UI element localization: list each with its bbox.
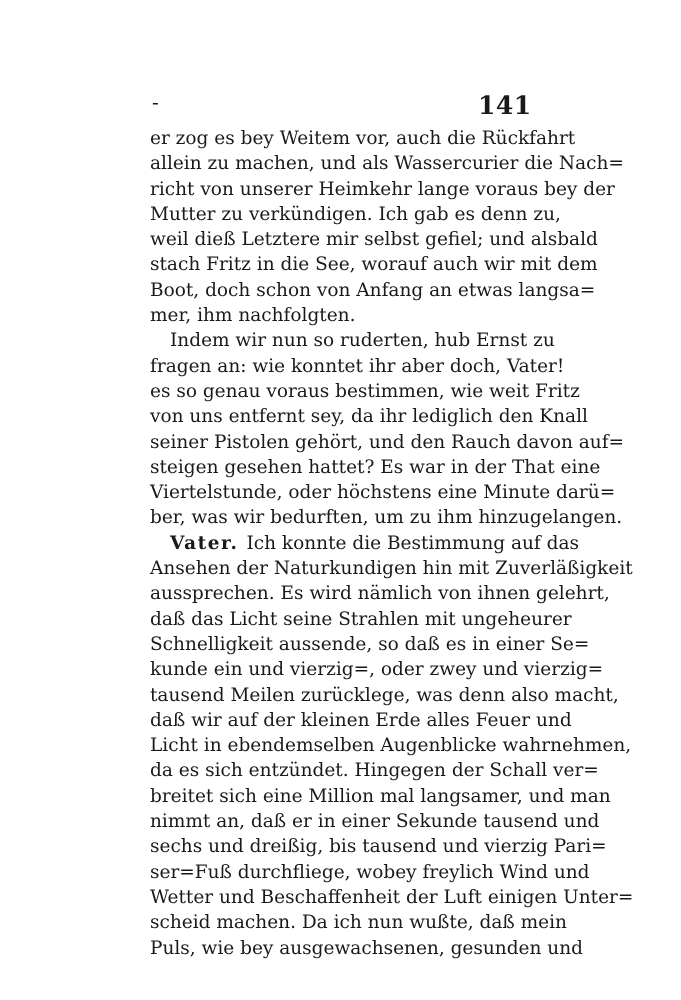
- text-line: steigen gesehen hattet? Es war in der That eine: [150, 456, 601, 478]
- text-line: aussprechen. Es wird nämlich von ihnen gelehrt,: [150, 583, 610, 605]
- text-line: da es sich entzündet. Hingegen der Schall ver=: [150, 760, 599, 782]
- text-line: richt von unserer Heimkehr lange voraus bey der: [150, 178, 615, 200]
- text-line: Puls, wie bey ausgewachsenen, gesunden und: [150, 937, 583, 959]
- speaker-label: Vater.: [170, 532, 239, 554]
- text-line: ser=Fuß durchfliege, wobey freylich Wind und: [150, 861, 590, 883]
- text-line: Licht in ebendemselben Augenblicke wahrnehmen,: [150, 735, 632, 757]
- text-line: Wetter und Beschaffenheit der Luft einigen Unter=: [150, 886, 634, 908]
- paragraph-first-line: Indem wir nun so ruderten, hub Ernst zu: [170, 330, 555, 352]
- text-line: Schnelligkeit aussende, so daß es in einer Se=: [150, 633, 590, 655]
- speaker-line-text: Ich konnte die Bestimmung auf das: [246, 532, 580, 554]
- text-line: kunde ein und vierzig=, oder zwey und vierzig=: [150, 659, 604, 681]
- text-line: daß das Licht seine Strahlen mit ungeheurer: [150, 608, 572, 630]
- text-line: nimmt an, daß er in einer Sekunde tausend und: [150, 811, 600, 833]
- body-text: [150, 126, 634, 961]
- text-line: Viertelstunde, oder höchstens eine Minute darü=: [150, 482, 616, 504]
- text-line: fragen an: wie konntet ihr aber doch, Vater!: [150, 355, 565, 377]
- running-head-mark: -: [152, 90, 159, 114]
- text-line: ber, was wir bedurften, um zu ihm hinzugelangen.: [150, 507, 623, 529]
- text-line: breitet sich eine Million mal langsamer, und man: [150, 785, 611, 807]
- text-line: mer, ihm nachfolgten.: [150, 305, 356, 327]
- text-line: weil dieß Letztere mir selbst gefiel; und alsbald: [150, 229, 598, 251]
- text-line: daß wir auf der kleinen Erde alles Feuer und: [150, 709, 572, 731]
- text-line: Mutter zu verkündigen. Ich gab es denn zu,: [150, 203, 561, 225]
- text-line: sechs und dreißig, bis tausend und vierzig Pari=: [150, 836, 607, 858]
- text-line: scheid machen. Da ich nun wußte, daß mein: [150, 912, 567, 934]
- text-line: es so genau voraus bestimmen, wie weit Fritz: [150, 380, 580, 402]
- text-line: seiner Pistolen gehört, und den Rauch davon auf=: [150, 431, 625, 453]
- text-line: Ansehen der Naturkundigen hin mit Zuverläßigkeit: [150, 558, 633, 580]
- text-line: Boot, doch schon von Anfang an etwas langsa=: [150, 279, 596, 301]
- text-line: tausend Meilen zurücklege, was denn also macht,: [150, 684, 619, 706]
- text-line: er zog es bey Weitem vor, auch die Rückfahrt: [150, 128, 576, 149]
- text-line: allein zu machen, und als Wassercurier die Nach=: [150, 153, 624, 175]
- paragraph-first-line: [150, 531, 580, 556]
- text-line: stach Fritz in die See, worauf auch wir mit dem: [150, 254, 598, 276]
- text-line: von uns entfernt sey, da ihr lediglich den Knall: [150, 406, 588, 428]
- page-number: 141: [478, 91, 532, 120]
